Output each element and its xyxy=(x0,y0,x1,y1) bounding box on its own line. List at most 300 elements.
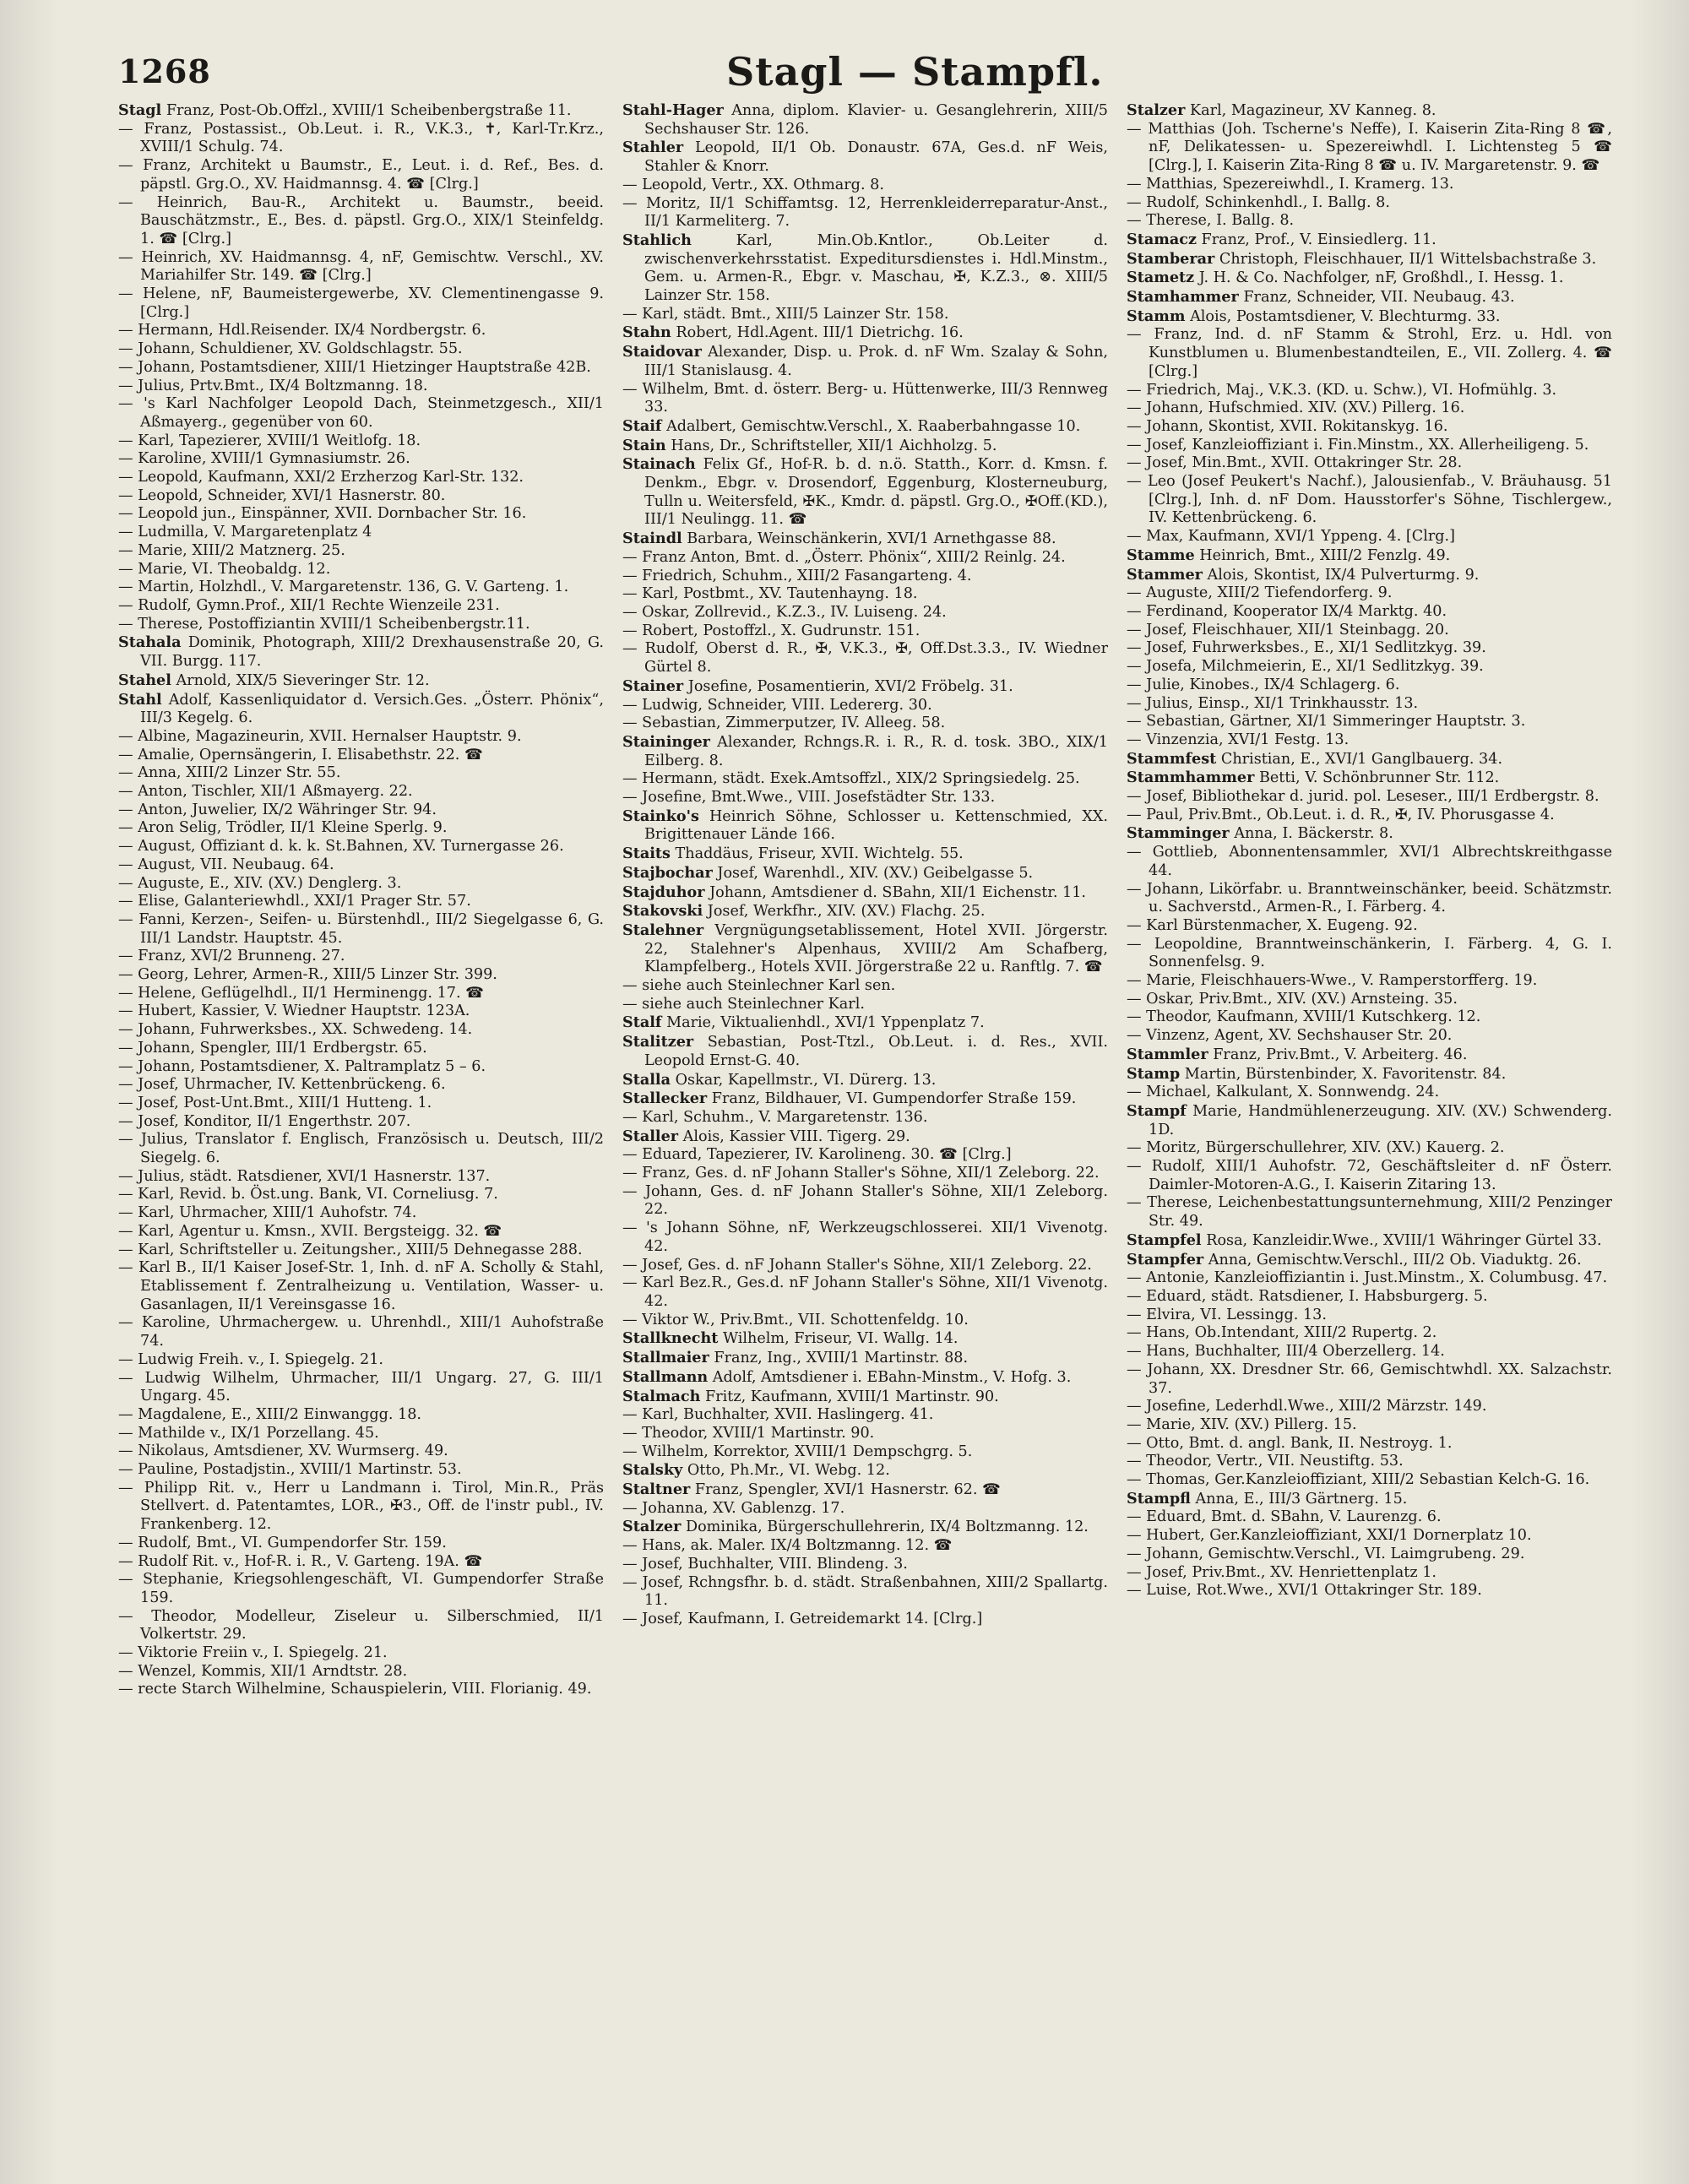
directory-entry xyxy=(118,1204,604,1223)
directory-entry xyxy=(622,1329,1108,1349)
directory-entry xyxy=(1127,1453,1612,1471)
directory-entry xyxy=(622,1611,1108,1629)
entry-text: — Johann, Likörfabr. u. Branntweinschänker, beeid. Schätzmstr. u. Sachverstd., Armen-R., I. Färberg. 4. xyxy=(1127,880,1612,916)
entry-text: — Josef, Kanzleioffiziant i. Fin.Minstm., XX. Allerheiligeng. 5. xyxy=(1127,436,1589,454)
entry-surname: Staller xyxy=(622,1127,679,1145)
entry-text: — Johann, Spengler, III/1 Erdbergstr. 65. xyxy=(118,1039,427,1057)
directory-entry xyxy=(118,322,604,340)
directory-entry xyxy=(622,1220,1108,1256)
entry-surname: Stallmaier xyxy=(622,1349,709,1367)
directory-entry xyxy=(622,530,1108,549)
entry-surname: Stallecker xyxy=(622,1089,708,1108)
directory-entry xyxy=(622,231,1108,306)
entry-text: — Josefine, Bmt.Wwe., VIII. Josefstädter Str. 133. xyxy=(622,789,996,807)
entry-text: — Viktorie Freiin v., I. Spiegelg. 21. xyxy=(118,1644,388,1662)
directory-entry xyxy=(622,1257,1108,1275)
directory-entry xyxy=(118,1663,604,1681)
entry-surname: Stakovski xyxy=(622,902,703,921)
entry-text: Alois, Kassier VIII. Tigerg. 29. xyxy=(682,1127,910,1145)
entry-text: — Nikolaus, Amtsdiener, XV. Wurmserg. 49. xyxy=(118,1442,448,1460)
directory-entry xyxy=(1127,1416,1612,1435)
entry-surname: Staininger xyxy=(622,732,710,751)
directory-entry xyxy=(1127,1194,1612,1231)
directory-entry xyxy=(622,1388,1108,1407)
directory-entry xyxy=(118,747,604,765)
directory-entry xyxy=(118,561,604,579)
entry-surname: Stampfel xyxy=(1127,1231,1202,1249)
directory-entry xyxy=(118,1480,604,1535)
entry-text: — Franz, Architekt u Baumstr., E., Leut. i. d. Ref., Bes. d. päpstl. Grg.O., XV. Haidmannsg. 4. ☎ [Clrg.] xyxy=(118,157,604,193)
directory-entry xyxy=(118,340,604,359)
entry-text: Karl, Magazineur, XV Kanneg. 8. xyxy=(1189,102,1436,119)
entry-text: Franz, Post-Ob.Offzl., XVIII/1 Scheibenbergstraße 11. xyxy=(166,102,572,119)
directory-entry xyxy=(622,697,1108,715)
directory-entry xyxy=(622,677,1108,697)
directory-entry xyxy=(622,622,1108,641)
entry-text: Adolf, Amtsdiener i. EBahn-Minstm., V. Hofg. 3. xyxy=(712,1368,1072,1386)
entry-surname: Stalitzer xyxy=(622,1033,694,1051)
directory-entry xyxy=(1127,418,1612,437)
entry-text: Anna, I. Bäckerstr. 8. xyxy=(1234,825,1393,843)
entry-text: — Franz, XVI/2 Brunneng. 27. xyxy=(118,948,345,965)
entry-text: — Hermann, Hdl.Reisender. IX/4 Nordbergstr. 6. xyxy=(118,322,486,340)
entry-text: — Wilhelm, Bmt. d. österr. Berg- u. Hüttenwerke, III/3 Rennweg 33. xyxy=(622,380,1108,416)
directory-entry xyxy=(118,728,604,747)
entry-text: Christian, E., XVI/1 Ganglbauerg. 34. xyxy=(1220,750,1503,768)
entry-text: — Julie, Kinobes., IX/4 Schlagerg. 6. xyxy=(1127,676,1400,693)
directory-entry xyxy=(118,1442,604,1461)
directory-entry xyxy=(622,977,1108,996)
directory-entry xyxy=(118,1168,604,1187)
directory-entry xyxy=(118,1241,604,1260)
directory-entry xyxy=(1127,194,1612,213)
directory-entry xyxy=(622,549,1108,568)
directory-entry xyxy=(1127,991,1612,1009)
directory-entry xyxy=(622,101,1108,139)
entry-text: Alexander, Rchngs.R. i. R., R. d. tosk. 3BO., XIX/1 Eilberg. 8. xyxy=(644,733,1108,769)
entry-text: — Vinzenzia, XVI/1 Festg. 13. xyxy=(1127,731,1350,748)
entry-text: — Therese, I. Ballg. 8. xyxy=(1127,212,1295,230)
directory-entry xyxy=(622,733,1108,770)
directory-entry xyxy=(622,1480,1108,1500)
entry-text: — Julius, Prtv.Bmt., IX/4 Boltzmanng. 18. xyxy=(118,377,428,394)
entry-text: — Rudolf, XIII/1 Auhofstr. 72, Geschäftsleiter d. nF Österr. Daimler-Motoren-A.G., I. Kaiserin Zitaring 13. xyxy=(1127,1158,1612,1193)
directory-entry xyxy=(622,1537,1108,1556)
directory-entry xyxy=(118,691,604,728)
directory-entry xyxy=(118,1021,604,1040)
entry-text: — Hubert, Ger.Kanzleioffiziant, XXI/1 Dornerplatz 10. xyxy=(1127,1527,1532,1545)
entry-text: — Friedrich, Maj., V.K.3. (KD. u. Schw.), VI. Hofmühlg. 3. xyxy=(1127,381,1557,399)
entry-surname: Stallknecht xyxy=(622,1329,719,1348)
entry-text: — siehe auch Steinlechner Karl. xyxy=(622,995,865,1013)
directory-entry xyxy=(622,417,1108,437)
directory-entry xyxy=(622,789,1108,807)
entry-text: — Eduard, städt. Ratsdiener, I. Habsburgerg. 5. xyxy=(1127,1288,1488,1305)
directory-entry xyxy=(118,395,604,432)
entry-text: Franz, Prof., V. Einsiedlerg. 11. xyxy=(1201,231,1436,248)
entry-surname: Stainko's xyxy=(622,807,699,825)
directory-entry xyxy=(622,1368,1108,1388)
entry-text: Wilhelm, Friseur, VI. Wallg. 14. xyxy=(723,1330,959,1348)
directory-entry xyxy=(1127,269,1612,288)
entry-text: — Josef, Min.Bmt., XVII. Ottakringer Str. 28. xyxy=(1127,454,1463,472)
entry-text: — Josef, Fleischhauer, XII/1 Steinbagg. 20. xyxy=(1127,621,1449,638)
entry-text: Marie, Viktualienhdl., XVI/1 Yppenplatz 7. xyxy=(666,1014,985,1032)
entry-text: — Matthias (Joh. Tscherne's Neffe), I. Kaiserin Zita-Ring 8 ☎, nF, Delikatessen- u. Spezereiwhdl. I. Lichtensteg 5 ☎ [Clrg.], I. Kaiserin Zita-Ring 8 ☎ u. IV. Margaretenstr. 9. ☎ xyxy=(1127,120,1612,175)
directory-entry xyxy=(622,1071,1108,1090)
directory-entry xyxy=(1127,917,1612,936)
directory-entry xyxy=(1127,101,1612,121)
entry-text: Robert, Hdl.Agent. III/1 Dietrichg. 16. xyxy=(676,324,964,342)
directory-entry xyxy=(118,1076,604,1095)
entry-text: — siehe auch Steinlechner Karl sen. xyxy=(622,977,896,995)
entry-text: — Ludwig Wilhelm, Uhrmacher, III/1 Ungarg. 27, G. III/1 Ungarg. 45. xyxy=(118,1369,604,1405)
entry-text: — Johann, Postamtsdiener, XIII/1 Hietzinger Hauptstraße 42B. xyxy=(118,358,591,376)
entry-text: — Pauline, Postadjstin., XVIII/1 Martinstr. 53. xyxy=(118,1461,462,1479)
entry-text: — Magdalene, E., XIII/2 Einwanggg. 18. xyxy=(118,1405,422,1423)
entry-text: — Josef, Rchngsfhr. b. d. städt. Straßenbahnen, XIII/2 Spallartg. 11. xyxy=(622,1573,1108,1610)
entry-text: — Gottlieb, Abonnentensammler, XVI/1 Albrechtskreithgasse 44. xyxy=(1127,844,1612,879)
directory-entry xyxy=(1127,750,1612,769)
directory-entry xyxy=(1127,1084,1612,1102)
entry-text: — Josef, Kaufmann, I. Getreidemarkt 14. [Clrg.] xyxy=(622,1610,983,1627)
entry-text: — Georg, Lehrer, Armen-R., XIII/5 Linzer Str. 399. xyxy=(118,966,497,984)
entry-text: — recte Starch Wilhelmine, Schauspielerin, VIII. Florianig. 49. xyxy=(118,1681,592,1698)
directory-entry xyxy=(622,1274,1108,1311)
entry-text: Hans, Dr., Schriftsteller, XII/1 Aichholzg. 5. xyxy=(671,437,997,454)
directory-entry xyxy=(622,343,1108,380)
entry-text: Marie, Handmühlenerzeugung. XIV. (XV.) Schwenderg. 1D. xyxy=(1149,1102,1612,1138)
entry-text: — Leopoldine, Branntweinschänkerin, I. Färberg. 4, G. I. Sonnenfelsg. 9. xyxy=(1127,935,1612,971)
entry-text: — Karoline, XVIII/1 Gymnasiumstr. 26. xyxy=(118,450,410,468)
entry-text: Alois, Skontist, IX/4 Pulverturmg. 9. xyxy=(1207,566,1480,584)
entry-text: — Anton, Juwelier, IX/2 Währinger Str. 94. xyxy=(118,801,437,818)
directory-entry xyxy=(1127,1046,1612,1065)
directory-entry xyxy=(1127,399,1612,418)
directory-entry xyxy=(118,893,604,911)
directory-entry xyxy=(622,568,1108,586)
entry-text: — Helene, nF, Baumeistergewerbe, XV. Clementinengasse 9. [Clrg.] xyxy=(118,285,604,321)
entry-text: — Eduard, Bmt. d. SBahn, V. Laurenzg. 6. xyxy=(1127,1508,1442,1526)
entry-text: — Hans, Ob.Intendant, XIII/2 Rupertg. 2. xyxy=(1127,1324,1437,1342)
entry-surname: Stalla xyxy=(622,1070,671,1089)
entry-text: — Auguste, XIII/2 Tiefendorferg. 9. xyxy=(1127,584,1393,602)
entry-text: — Aron Selig, Trödler, II/1 Kleine Sperlg. 9. xyxy=(118,819,448,837)
entry-text: — Amalie, Opernsängerin, I. Elisabethstr. 22. ☎ xyxy=(118,746,483,763)
entry-text: — Elise, Galanteriewhdl., XXI/1 Prager Str. 57. xyxy=(118,893,471,910)
entry-text: — Luise, Rot.Wwe., XVI/1 Ottakringer Str. 189. xyxy=(1127,1582,1482,1600)
entry-text: — Johann, XX. Dresdner Str. 66, Gemischtwhdl. XX. Salzachstr. 37. xyxy=(1127,1361,1612,1397)
directory-entry xyxy=(1127,288,1612,307)
entry-text: Heinrich, Bmt., XIII/2 Fenzlg. 49. xyxy=(1199,546,1451,564)
directory-entry xyxy=(622,1518,1108,1537)
entry-text: — Karl, städt. Bmt., XIII/5 Lainzer Str. 158. xyxy=(622,305,949,323)
entry-text: Oskar, Kapellmstr., VI. Dürerg. 13. xyxy=(675,1071,937,1089)
entry-surname: Stammer xyxy=(1127,565,1203,584)
directory-entry xyxy=(1127,528,1612,546)
directory-entry xyxy=(118,1461,604,1480)
entry-text: Alexander, Disp. u. Prok. d. nF Wm. Szalay & Sohn, III/1 Stanislausg. 4. xyxy=(644,344,1108,379)
directory-entry xyxy=(1127,1508,1612,1527)
entry-text: — Vinzenz, Agent, XV. Sechshauser Str. 20. xyxy=(1127,1027,1453,1045)
entry-text: — Marie, XIII/2 Matznerg. 25. xyxy=(118,541,345,559)
entry-text: Josef, Werkfhr., XIV. (XV.) Flachg. 25. xyxy=(707,903,986,921)
directory-entry xyxy=(622,864,1108,883)
column-1 xyxy=(118,101,604,2145)
entry-text: Fritz, Kaufmann, XVIII/1 Martinstr. 90. xyxy=(705,1388,999,1405)
entry-surname: Stametz xyxy=(1127,269,1195,287)
column-2 xyxy=(622,101,1108,2145)
entry-text: — Moritz, Bürgerschullehrer, XIV. (XV.) Kauerg. 2. xyxy=(1127,1139,1505,1157)
entry-text: Thaddäus, Friseur, XVII. Wichtelg. 55. xyxy=(675,845,964,863)
entry-text: — Stephanie, Kriegsohlengeschäft, VI. Gumpendorfer Straße 159. xyxy=(118,1571,604,1606)
directory-entry xyxy=(622,1165,1108,1183)
entry-text: — Josef, Ges. d. nF Johann Staller's Söhne, XII/1 Zeleborg. 22. xyxy=(622,1256,1092,1274)
directory-entry xyxy=(118,1131,604,1167)
directory-entry xyxy=(622,604,1108,622)
entry-text: — Therese, Postoffiziantin XVIII/1 Scheibenbergstr.11. xyxy=(118,615,530,633)
directory-entry xyxy=(622,1461,1108,1480)
directory-entry xyxy=(1127,250,1612,269)
entry-text: Vergnügungsetablissement, Hotel XVII. Jörgerstr. 22, Stalehner's Alpenhaus, XVIII/2 Am Schafberg, Klampfelberg., Hotels XVII. Jörgerstraße 22 u. Ranftlg. 7. ☎ xyxy=(644,921,1108,976)
directory-entry xyxy=(622,1574,1108,1611)
directory-entry xyxy=(118,597,604,616)
entry-text: — Karl, Agentur u. Kmsn., XVII. Bergsteigg. 32. ☎ xyxy=(118,1222,502,1240)
entry-text: — Moritz, II/1 Schiffamtsg. 12, Herrenkleiderreparatur-Anst., II/1 Karmeliterg. 7. xyxy=(622,194,1108,231)
entry-surname: Stammhammer xyxy=(1127,769,1255,787)
directory-entry xyxy=(118,1406,604,1425)
directory-entry xyxy=(1127,1435,1612,1453)
directory-entry xyxy=(1127,824,1612,844)
entry-text: — Robert, Postoffzl., X. Gudrunstr. 151. xyxy=(622,622,921,639)
entry-text: — Franz, Ind. d. nF Stamm & Strohl, Erz. u. Hdl. von Kunstblumen u. Blumenbestandteilen, E., VII. Zollerg. 4. ☎ [Clrg.] xyxy=(1127,326,1612,380)
directory-entry xyxy=(622,996,1108,1014)
entry-text: — Rudolf, Gymn.Prof., XII/1 Rechte Wienzeile 231. xyxy=(118,596,500,614)
entry-text: — Julius, Einsp., XI/1 Trinkhausstr. 13. xyxy=(1127,694,1419,712)
entry-text: Martin, Bürstenbinder, X. Favoritenstr. 84. xyxy=(1184,1065,1507,1083)
directory-entry xyxy=(1127,936,1612,972)
entry-text: — Josef, Konditor, II/1 Engerthstr. 207. xyxy=(118,1112,411,1130)
entry-text: Sebastian, Post-Ttzl., Ob.Leut. i. d. Res., XVII. Leopold Ernst-G. 40. xyxy=(644,1034,1108,1069)
entry-surname: Stamminger xyxy=(1127,824,1230,843)
entry-text: — Matthias, Spezereiwhdl., I. Kramerg. 13. xyxy=(1127,175,1454,193)
entry-surname: Stainach xyxy=(622,455,696,474)
directory-entry xyxy=(1127,695,1612,714)
entry-text: Anna, diplom. Klavier- u. Gesanglehrerin, XIII/5 Sechshauser Str. 126. xyxy=(644,102,1108,138)
directory-entry xyxy=(1127,121,1612,176)
directory-entry xyxy=(1127,307,1612,327)
directory-entry xyxy=(622,1146,1108,1165)
directory-entry xyxy=(118,1571,604,1607)
entry-text: — Rudolf Rit. v., Hof-R. i. R., V. Garteng. 19A. ☎ xyxy=(118,1552,483,1570)
directory-entry xyxy=(622,1013,1108,1033)
entry-text: — Ludwig Freih. v., I. Spiegelg. 21. xyxy=(118,1350,384,1368)
entry-text: — Theodor, Vertr., VII. Neustiftg. 53. xyxy=(1127,1453,1404,1470)
entry-text: — 's Johann Söhne, nF, Werkzeugschlosserei. XII/1 Vivenotg. 42. xyxy=(622,1220,1108,1255)
entry-text: — Franz, Ges. d. nF Johann Staller's Söhne, XII/1 Zeleborg. 22. xyxy=(622,1165,1100,1182)
directory-entry xyxy=(118,542,604,561)
directory-entry xyxy=(118,157,604,193)
directory-entry xyxy=(118,1351,604,1370)
directory-entry xyxy=(622,1109,1108,1127)
directory-entry xyxy=(1127,1343,1612,1361)
entry-text: — Karoline, Uhrmachergew. u. Uhrenhdl., XIII/1 Auhofstraße 74. xyxy=(118,1314,604,1350)
entry-text: — Josefa, Milchmeierin, E., XI/1 Sedlitzkyg. 39. xyxy=(1127,658,1484,676)
entry-text: Dominika, Bürgerschullehrerin, IX/4 Boltzmanng. 12. xyxy=(685,1518,1089,1536)
directory-entry xyxy=(118,1425,604,1443)
entry-text: — Karl Bez.R., Ges.d. nF Johann Staller's Söhne, XII/1 Vivenotg. 42. xyxy=(622,1274,1108,1310)
entry-text: Leopold, II/1 Ob. Donaustr. 67A, Ges.d. nF Weis, Stahler & Knorr. xyxy=(644,139,1108,176)
directory-entry xyxy=(118,378,604,396)
entry-text: — Josef, Uhrmacher, IV. Kettenbrückeng. 6. xyxy=(118,1076,446,1094)
directory-entry xyxy=(1127,1564,1612,1583)
directory-entry xyxy=(622,381,1108,417)
entry-surname: Stahl xyxy=(118,690,162,709)
entry-text: — Heinrich, Bau-R., Architekt u. Baumstr., beeid. Bauschätzmstr., E., Bes. d. päpstl. Grg.O., XIX/1 Steinfeldg. 1. ☎ [Clrg.] xyxy=(118,193,604,247)
entry-surname: Stamme xyxy=(1127,546,1195,564)
directory-entry xyxy=(118,1113,604,1132)
entry-text: — Ferdinand, Kooperator IX/4 Marktg. 40. xyxy=(1127,602,1447,620)
directory-entry xyxy=(1127,1251,1612,1270)
entry-surname: Stamm xyxy=(1127,307,1186,325)
directory-entry xyxy=(118,1553,604,1572)
directory-entry xyxy=(118,875,604,894)
directory-entry xyxy=(1127,473,1612,528)
directory-entry xyxy=(622,640,1108,676)
directory-entry xyxy=(1127,658,1612,676)
directory-entry xyxy=(1127,1490,1612,1509)
entry-text: — Karl, Schriftsteller u. Zeitungsher., XIII/5 Dehnegasse 288. xyxy=(118,1241,583,1258)
entry-text: — Otto, Bmt. d. angl. Bank, II. Nestroyg. 1. xyxy=(1127,1434,1453,1452)
directory-entry xyxy=(1127,1398,1612,1416)
directory-entry xyxy=(1127,1065,1612,1084)
entry-text: — Sebastian, Zimmerputzer, IV. Alleeg. 58. xyxy=(622,714,946,732)
directory-columns xyxy=(118,101,1613,2145)
entry-text: — Theodor, Modelleur, Ziseleur u. Silberschmied, II/1 Volkertstr. 29. xyxy=(118,1607,604,1643)
directory-entry xyxy=(622,455,1108,530)
entry-text: Otto, Ph.Mr., VI. Webg. 12. xyxy=(687,1462,890,1480)
directory-entry xyxy=(118,856,604,875)
entry-surname: Staidovar xyxy=(622,343,702,361)
entry-text: — Josef, Bibliothekar d. jurid. pol. Leseser., III/1 Erdbergstr. 8. xyxy=(1127,788,1599,806)
entry-text: — Michael, Kalkulant, X. Sonnwendg. 24. xyxy=(1127,1084,1440,1101)
entry-text: Adolf, Kassenliquidator d. Versich.Ges. „Österr. Phönix“, III/3 Kegelg. 6. xyxy=(140,691,604,727)
directory-entry xyxy=(118,1370,604,1406)
directory-entry xyxy=(622,1443,1108,1462)
directory-entry xyxy=(1127,1527,1612,1546)
entry-surname: Stampfl xyxy=(1127,1489,1191,1508)
directory-entry xyxy=(622,807,1108,845)
entry-text: — Marie, XIV. (XV.) Pillerg. 15. xyxy=(1127,1415,1357,1433)
entry-text: — Josef, Priv.Bmt., XV. Henriettenplatz 1. xyxy=(1127,1563,1436,1581)
directory-entry xyxy=(1127,176,1612,194)
entry-text: — Johann, Fuhrwerksbes., XX. Schwedeng. 14. xyxy=(118,1021,473,1039)
entry-text: — Therese, Leichenbestattungsunternehmung, XIII/2 Penzinger Str. 49. xyxy=(1127,1194,1612,1231)
directory-entry xyxy=(1127,1102,1612,1139)
directory-entry xyxy=(118,838,604,856)
entry-surname: Stalehner xyxy=(622,921,704,939)
directory-entry xyxy=(118,1058,604,1077)
entry-surname: Stalf xyxy=(622,1013,662,1032)
entry-text: — Hubert, Kassier, V. Wiedner Hauptstr. 123A. xyxy=(118,1002,470,1020)
entry-text: — Julius, Translator f. Englisch, Französisch u. Deutsch, III/2 Siegelg. 6. xyxy=(118,1131,604,1167)
directory-entry xyxy=(1127,231,1612,250)
entry-text: — Elvira, VI. Lessingg. 13. xyxy=(1127,1306,1327,1323)
page-number: 1268 xyxy=(118,52,211,90)
entry-surname: Stainer xyxy=(622,676,684,695)
entry-text: Alois, Postamtsdiener, V. Blechturmg. 33. xyxy=(1190,307,1501,325)
entry-text: — Hermann, städt. Exek.Amtsoffzl., XIX/2 Springsiedelg. 25. xyxy=(622,770,1080,788)
entry-text: — Fanni, Kerzen-, Seifen- u. Bürstenhdl., III/2 Siegelgasse 6, G. III/1 Landstr. Hauptstr. 45. xyxy=(118,910,604,947)
entry-surname: Staif xyxy=(622,416,662,435)
directory-entry xyxy=(118,505,604,524)
entry-text: — Sebastian, Gärtner, XI/1 Simmeringer Hauptstr. 3. xyxy=(1127,713,1526,731)
directory-entry xyxy=(1127,1027,1612,1046)
entry-text: Betti, V. Schönbrunner Str. 112. xyxy=(1258,769,1500,787)
directory-entry xyxy=(118,524,604,542)
directory-entry xyxy=(118,764,604,783)
directory-entry xyxy=(1127,1582,1612,1600)
directory-entry xyxy=(118,1314,604,1350)
directory-entry xyxy=(118,1040,604,1058)
entry-text: Franz, Ing., XVIII/1 Martinstr. 88. xyxy=(714,1350,969,1367)
entry-text: — Karl, Tapezierer, XVIII/1 Weitlofg. 18. xyxy=(118,432,421,449)
directory-entry xyxy=(118,1259,604,1314)
directory-entry xyxy=(1127,1307,1612,1325)
directory-entry xyxy=(622,770,1108,789)
entry-text: — Karl B., II/1 Kaiser Josef-Str. 1, Inh. d. nF A. Scholly & Stahl, Etablissement f. Zentralheizung u. Ventilation, Wasser- u. Gasanlagen, II/1 Vereinsgasse 16. xyxy=(118,1259,604,1313)
entry-surname: Stahn xyxy=(622,323,671,342)
entry-text: — Albine, Magazineurin, XVII. Hernalser Hauptstr. 9. xyxy=(118,727,522,745)
directory-entry xyxy=(622,1089,1108,1109)
directory-entry xyxy=(1127,546,1612,566)
entry-text: Dominik, Photograph, XIII/2 Drexhausenstraße 20, G. VII. Burgg. 117. xyxy=(140,634,604,671)
directory-entry xyxy=(118,1608,604,1644)
entry-surname: Stamberar xyxy=(1127,249,1215,268)
entry-text: — Hans, ak. Maler. IX/4 Boltzmanng. 12. ☎ xyxy=(622,1537,953,1555)
entry-surname: Stahala xyxy=(118,633,182,652)
entry-surname: Stampfer xyxy=(1127,1250,1204,1269)
directory-entry xyxy=(1127,881,1612,917)
directory-entry xyxy=(1127,1231,1612,1251)
entry-text: Christoph, Fleischhauer, II/1 Wittelsbachstraße 3. xyxy=(1219,250,1597,268)
entry-text: — Eduard, Tapezierer, IV. Karolineng. 30. ☎ [Clrg.] xyxy=(622,1146,1012,1164)
directory-entry xyxy=(1127,844,1612,880)
entry-text: Josefine, Posamentierin, XVI/2 Fröbelg. 31. xyxy=(687,677,1013,695)
entry-text: — Ludmilla, V. Margaretenplatz 4 xyxy=(118,524,372,541)
directory-entry xyxy=(622,883,1108,903)
entry-text: Franz, Priv.Bmt., V. Arbeiterg. 46. xyxy=(1213,1046,1468,1063)
entry-surname: Stampf xyxy=(1127,1101,1187,1120)
entry-text: Josef, Warenhdl., XIV. (XV.) Geibelgasse 5. xyxy=(717,864,1034,882)
directory-entry xyxy=(118,1095,604,1113)
entry-text: — Auguste, E., XIV. (XV.) Denglerg. 3. xyxy=(118,874,402,892)
entry-text: — Johann, Skontist, XVII. Rokitanskyg. 16. xyxy=(1127,417,1448,435)
directory-entry xyxy=(1127,584,1612,603)
entry-text: Franz, Spengler, XVI/1 Hasnerstr. 62. ☎ xyxy=(694,1481,1001,1499)
directory-entry xyxy=(622,1500,1108,1518)
entry-text: — Marie, Fleischhauers-Wwe., V. Ramperstorfferg. 19. xyxy=(1127,972,1538,990)
entry-text: — Karl, Postbmt., XV. Tautenhayng. 18. xyxy=(622,585,918,603)
directory-entry xyxy=(622,1183,1108,1220)
entry-text: — Leo (Josef Peukert's Nachf.), Jalousienfab., V. Bräuhausg. 51 [Clrg.], Inh. d. nF Dom. Hausstorfer's Söhne, Tischlergew., IV. Kettenbrückeng. 6. xyxy=(1127,473,1612,527)
directory-entry xyxy=(118,194,604,249)
directory-entry xyxy=(622,1127,1108,1147)
entry-surname: Stahl-Hager xyxy=(622,101,724,119)
entry-text: — Theodor, Kaufmann, XVIII/1 Kutschkerg. 12. xyxy=(1127,1008,1481,1026)
entry-text: — Helene, Geflügelhdl., II/1 Herminengg. 17. ☎ xyxy=(118,984,485,1002)
entry-surname: Stalsky xyxy=(622,1461,683,1480)
